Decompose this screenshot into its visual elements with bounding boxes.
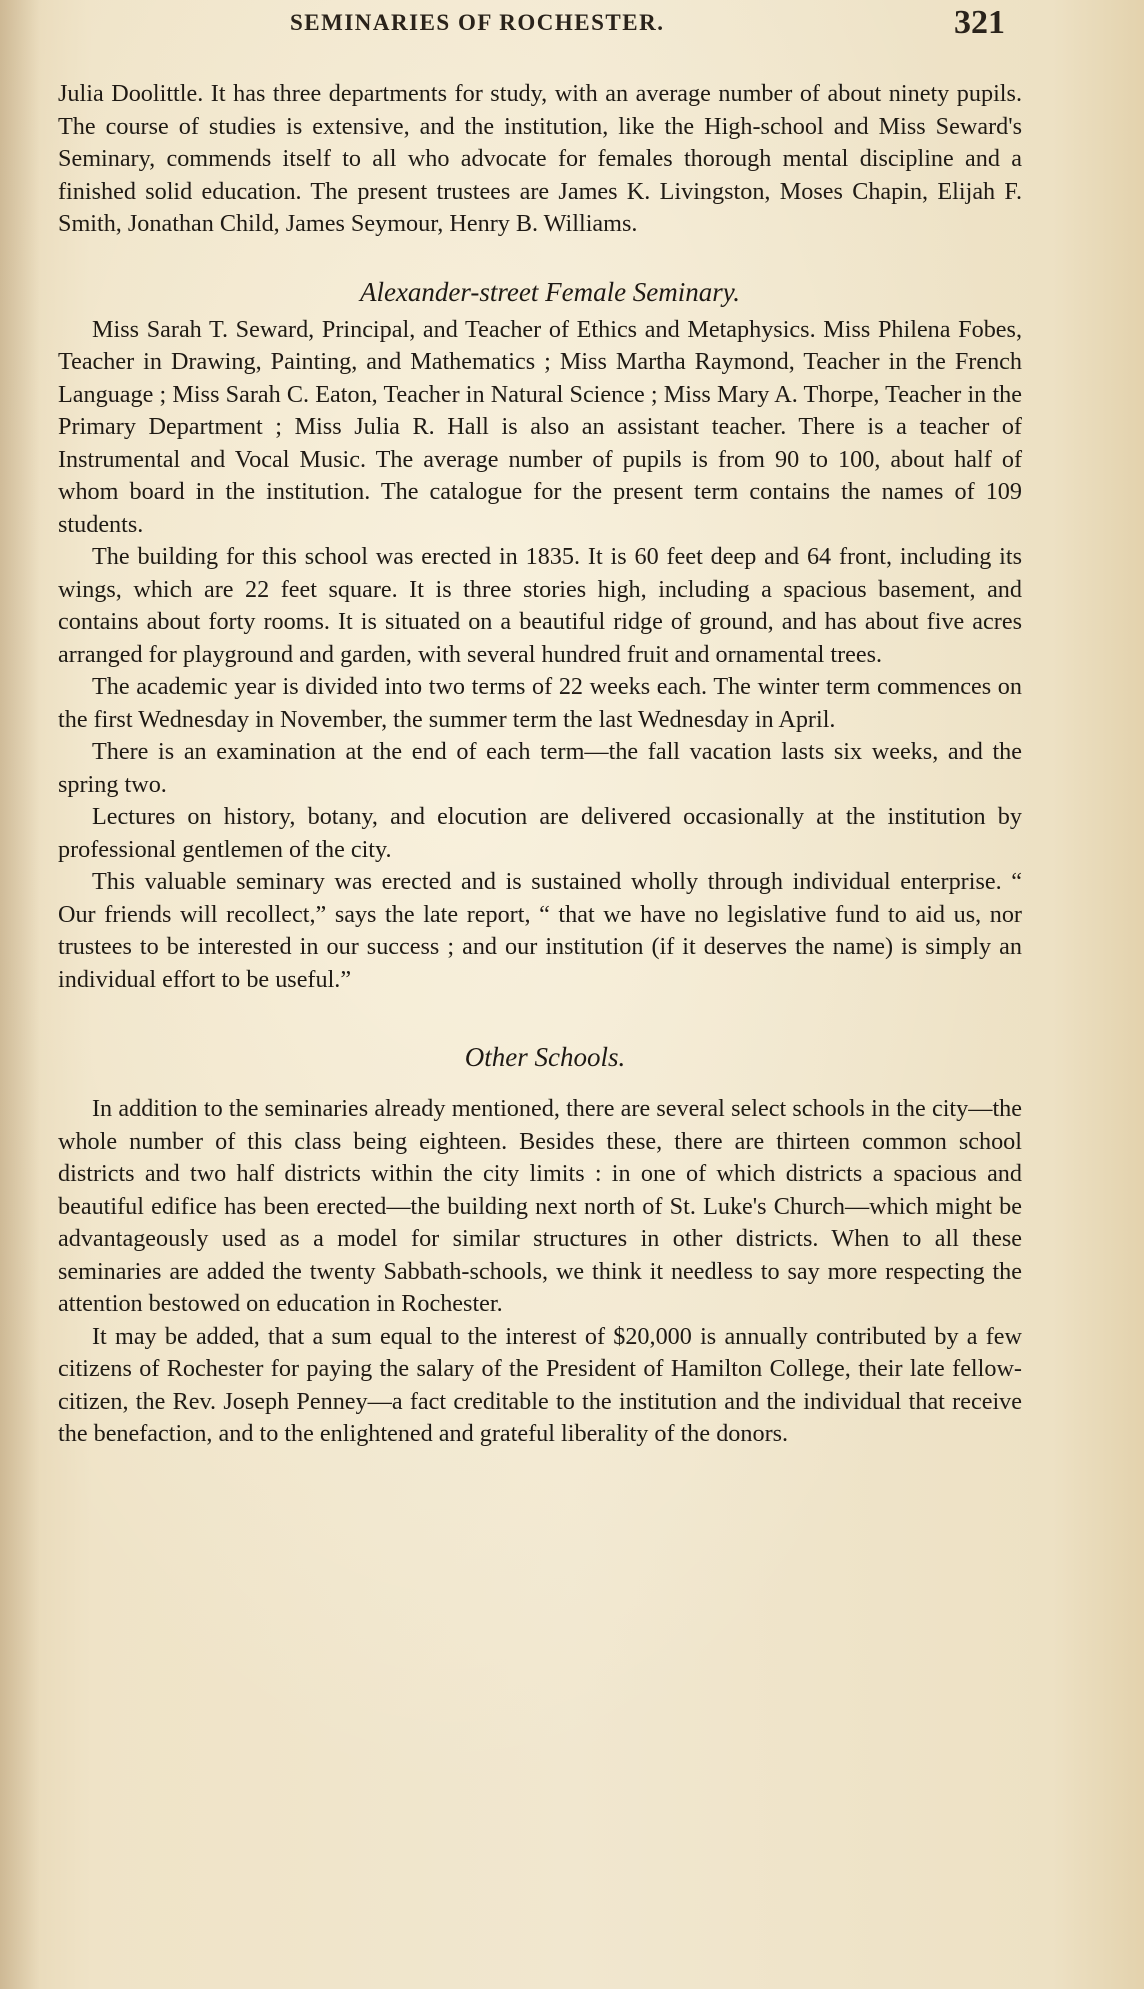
paragraph-staff: Miss Sarah T. Seward, Principal, and Teacher of Ethics and Metaphysics. Miss Philena Fobes, Teacher in Drawing, Painting, and Mathematics ; Miss Martha Raymond, Teacher in the French Language ; Miss Sarah C. Eaton, Teacher in Natural Science ; Miss Mary A. Thorpe, Teacher in the Primary Department ; Miss Julia R. Hall is also an assistant teacher. There is a teacher of Instrumental and Vocal Music. The average number of pupils is from 90 to 100, about half of whom board in the institution. The catalogue for the present term contains the names of 109 students.: [58, 315, 1022, 538]
body-text: [58, 78, 1022, 1451]
page-number: 321: [954, 4, 1005, 41]
running-head: SEMINARIES OF ROCHESTER.: [290, 10, 665, 35]
paragraph-academic-year: The academic year is divided into two terms of 22 weeks each. The winter term commences on the first Wednesday in November, the summer term the last Wednesday in April.: [58, 673, 1022, 733]
section-heading-alexander-street: Alexander-street Female Seminary.: [359, 276, 741, 307]
paragraph-examination: There is an examination at the end of each term—the fall vacation lasts six weeks, and the spring two.: [58, 738, 1022, 798]
intro-paragraph: Julia Doolittle. It has three departments for study, with an average number of about ninety pupils. The course of studies is extensive, and the institution, like the High-school and Miss Seward's Seminary, commends itself to all who advocate for females thorough mental discipline and a finished solid education. The present trustees are James K. Livingston, Moses Chapin, Elijah F. Smith, Jonathan Child, James Seymour, Henry B. Williams.: [58, 80, 1022, 237]
section-heading-other-schools: Other Schools.: [464, 1042, 626, 1072]
page-gutter-shadow: [0, 0, 40, 1989]
paragraph-hamilton-college: It may be added, that a sum equal to the interest of $20,000 is annually contributed by a few citizens of Rochester for paying the salary of the President of Hamilton College, their late fellow-citizen, the Rev. Joseph Penney—a fact creditable to the institution and the individual that receive the benefaction, and to the enlightened and grateful liberality of the donors.: [58, 1322, 1022, 1447]
paragraph-lectures: Lectures on history, botany, and elocution are delivered occasionally at the institution by professional gentlemen of the city.: [58, 803, 1022, 863]
paragraph-building: The building for this school was erected in 1835. It is 60 feet deep and 64 front, including its wings, which are 22 feet square. It is three stories high, including a spacious basement, and contains about forty rooms. It is situated on a beautiful ridge of ground, and has about five acres arranged for playground and garden, with several hundred fruit and ornamental trees.: [58, 543, 1022, 668]
paragraph-enterprise: This valuable seminary was erected and is sustained wholly through individual enterprise. “ Our friends will recollect,” says the late report, “ that we have no legislative fund to aid us, nor trustees to be interested in our success ; and our institution (if it deserves the name) is simply an individual effort to be useful.”: [58, 868, 1022, 993]
paragraph-select-schools: In addition to the seminaries already mentioned, there are several select schools in the city—the whole number of this class being eighteen. Besides these, there are thirteen common school districts and two half districts within the city limits : in one of which districts a spacious and beautiful edifice has been erected—the building next north of St. Luke's Church—which might be advantageously used as a model for similar structures in other districts. When to all these seminaries are added the twenty Sabbath-schools, we think it needless to say more respecting the attention bestowed on education in Rochester.: [58, 1095, 1022, 1317]
